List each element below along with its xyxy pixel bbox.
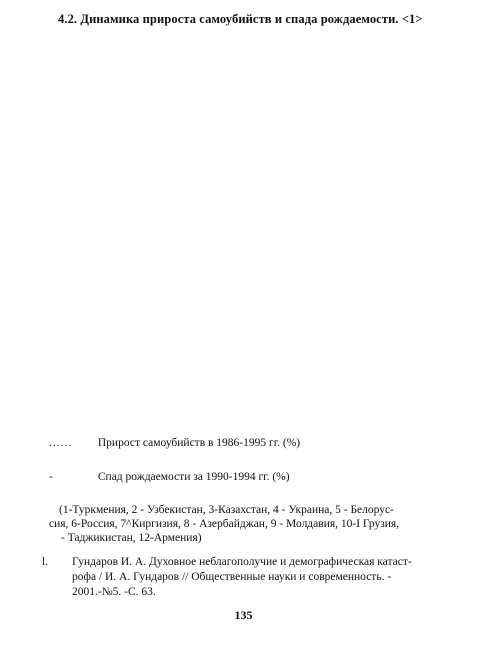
footnote-text (72, 555, 452, 600)
country-key-line: (1-Туркмения, 2 - Узбекистан, 3-Казахстан, 4 - Украина, 5 - Белорус- (59, 504, 394, 516)
country-key-line: сия, 6-Россия, 7^Киргизия, 8 - Азербайджан, 9 - Молдавия, 10-I Грузия, (49, 518, 400, 530)
footnote-number: l. (42, 556, 49, 568)
country-key-line: - Таджикистан, 12-Армения) (61, 532, 202, 544)
legend-label-birthrate: Спад рождаемости за 1990-1994 гг. (%) (97, 471, 290, 483)
legend-item-birthrate (49, 471, 290, 483)
footnote-line: рофа / И. А. Гундаров // Общественные науки и современность. - (72, 571, 392, 583)
footnote (42, 555, 452, 600)
page-number: 135 (234, 608, 253, 622)
footnote-line: 2001.-№5. -С. 63. (72, 586, 156, 598)
footnote-line: Гундаров И. А. Духовное неблагополучие и демографическая катаст- (72, 556, 412, 568)
figure-area (40, 40, 450, 430)
legend-item-suicide (49, 437, 300, 449)
legend-marker-dash: - (49, 471, 54, 483)
legend-label-suicide: Прирост самоубийств в 1986-1995 гг. (%) (97, 437, 301, 449)
section-heading: 4.2. Динамика прироста самоубийств и спада рождаемости. <1> (58, 12, 423, 26)
country-key (49, 503, 449, 545)
legend-marker-dotted: ...... (49, 437, 73, 449)
